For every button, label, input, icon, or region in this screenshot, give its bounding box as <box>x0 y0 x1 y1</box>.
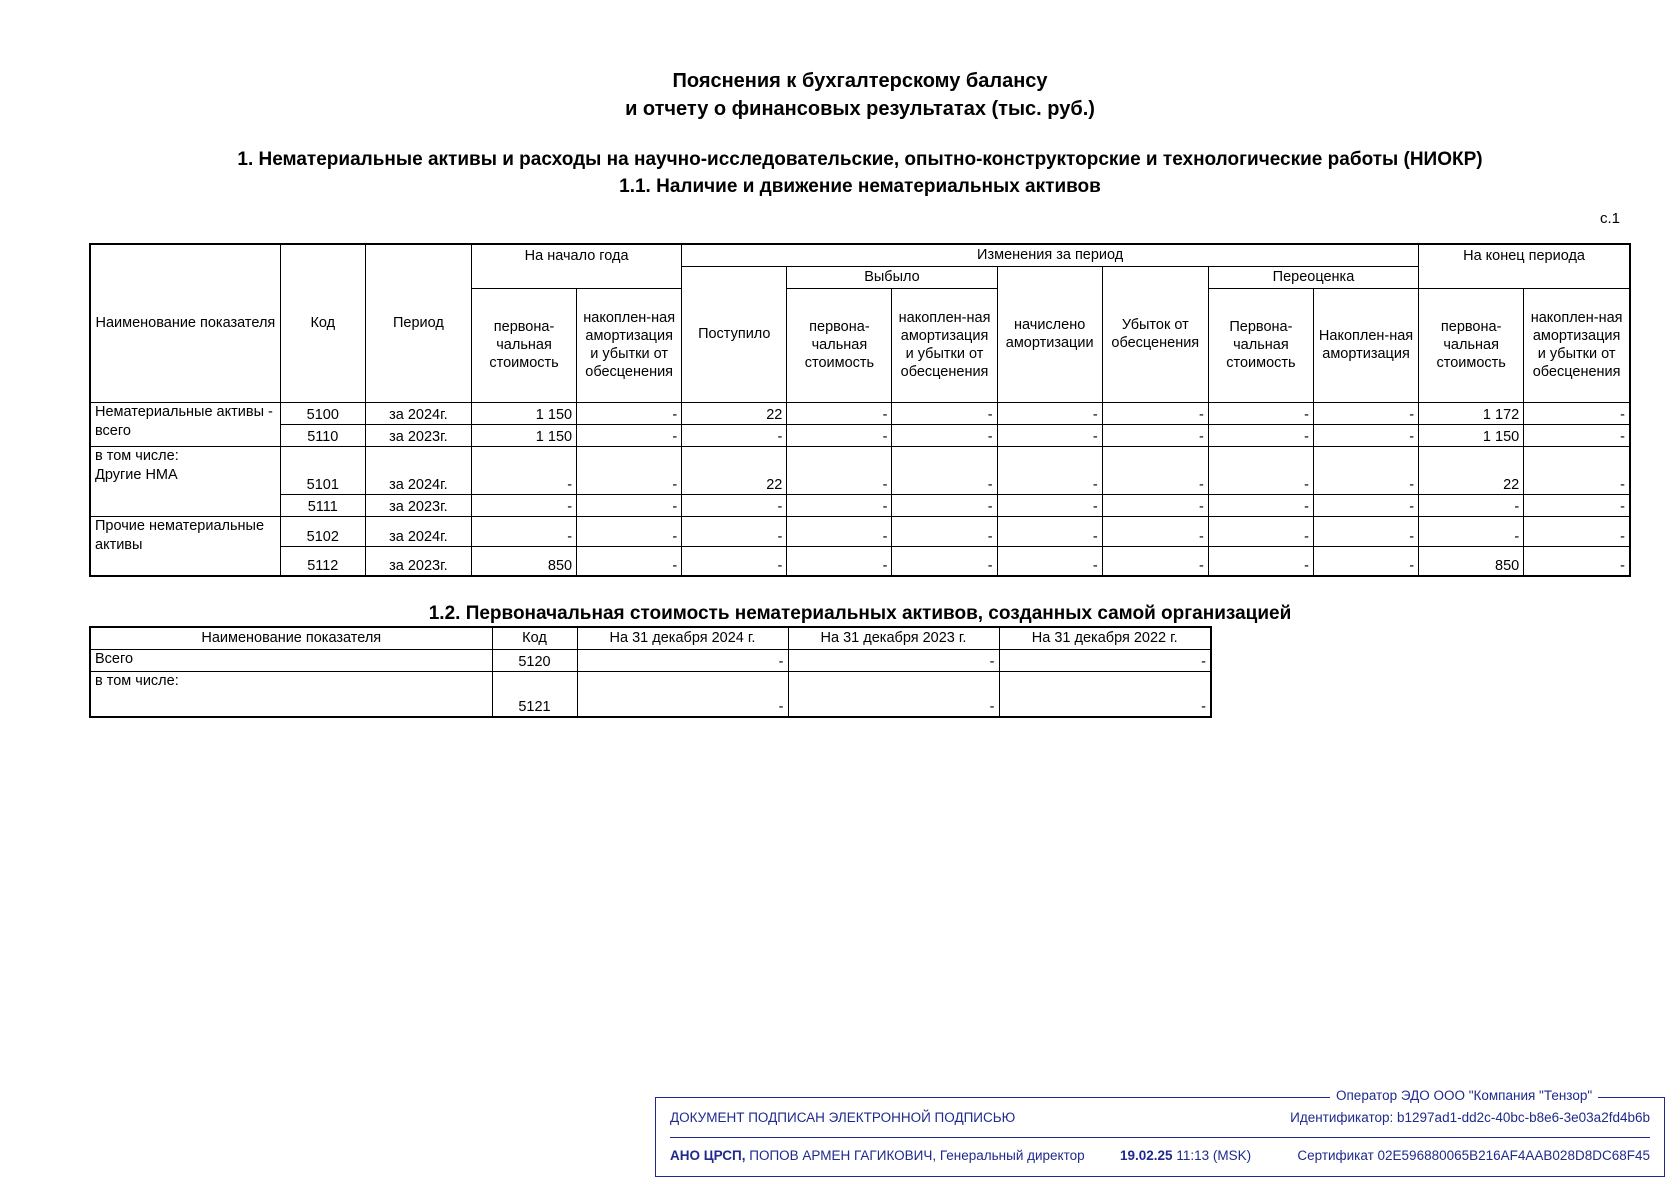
value-cell: - <box>997 424 1102 446</box>
value-cell: - <box>787 446 892 494</box>
section11-title: 1.1. Наличие и движение нематериальных активов <box>619 176 1101 197</box>
col-period-header: Период <box>365 244 471 402</box>
value-cell: - <box>1524 516 1630 546</box>
value-cell: - <box>788 649 999 671</box>
section1-title: 1. Нематериальные активы и расходы на научно-исследовательские, опытно-конструкторские и технологические работы (НИОКР) <box>237 149 1483 170</box>
value-cell: - <box>892 516 997 546</box>
value-cell: - <box>1102 516 1208 546</box>
value-cell: - <box>1208 402 1313 424</box>
value-cell: 1 150 <box>471 424 576 446</box>
value-cell: - <box>577 446 682 494</box>
t2-2023-header: На 31 декабря 2023 г. <box>788 627 999 649</box>
value-cell: - <box>1313 424 1418 446</box>
row-name: Прочие нематериальные активы <box>90 516 280 576</box>
value-cell: - <box>682 546 787 576</box>
signed-label: ДОКУМЕНТ ПОДПИСАН ЭЛЕКТРОННОЙ ПОДПИСЬЮ <box>670 1110 1016 1125</box>
row-name: Нематериальные активы - всего <box>90 402 280 446</box>
received-header: Поступило <box>682 266 787 402</box>
revaluation-amort-header: Накоплен-ная амортизация <box>1313 288 1418 402</box>
table-row <box>90 446 1630 494</box>
value-cell: - <box>999 671 1211 717</box>
value-cell: - <box>577 546 682 576</box>
value-cell: - <box>892 494 997 516</box>
t2-2024-header: На 31 декабря 2024 г. <box>577 627 788 649</box>
changes-header: Изменения за период <box>682 244 1419 266</box>
value-cell: - <box>1102 494 1208 516</box>
value-cell: - <box>999 649 1211 671</box>
value-cell: - <box>997 546 1102 576</box>
table-row <box>90 402 1630 424</box>
row-period: за 2024г. <box>365 446 471 494</box>
value-cell: - <box>997 402 1102 424</box>
row-code: 5120 <box>492 649 577 671</box>
value-cell: - <box>892 402 997 424</box>
value-cell: - <box>1208 424 1313 446</box>
start-amort-header: накоплен-ная амортизация и убытки от обесценения <box>577 288 682 402</box>
value-cell: - <box>1313 402 1418 424</box>
value-cell: - <box>1102 446 1208 494</box>
value-cell: - <box>1102 402 1208 424</box>
row-code: 5111 <box>280 494 365 516</box>
value-cell: 22 <box>1419 446 1524 494</box>
value-cell: - <box>1102 424 1208 446</box>
value-cell: - <box>787 546 892 576</box>
start-of-year-header: На начало года <box>471 244 681 288</box>
signer-name: ПОПОВ АРМЕН ГАГИКОВИЧ, Генеральный директор <box>749 1148 1085 1163</box>
value-cell: - <box>471 446 576 494</box>
impairment-header: Убыток от обесценения <box>1102 266 1208 402</box>
row-period: за 2024г. <box>365 402 471 424</box>
table-row <box>90 494 1630 516</box>
row-period: за 2023г. <box>365 546 471 576</box>
row-code: 5110 <box>280 424 365 446</box>
value-cell: 1 150 <box>471 402 576 424</box>
value-cell: - <box>997 494 1102 516</box>
value-cell: - <box>1524 402 1630 424</box>
table-row <box>90 424 1630 446</box>
value-cell: - <box>787 516 892 546</box>
retired-header: Выбыло <box>787 266 997 288</box>
row-period: за 2023г. <box>365 424 471 446</box>
sign-time: 11:13 (MSK) <box>1176 1148 1252 1163</box>
document-title-line2: и отчету о финансовых результатах (тыс. руб.) <box>625 98 1095 120</box>
row-period: за 2023г. <box>365 494 471 516</box>
value-cell: 22 <box>682 446 787 494</box>
value-cell: 850 <box>1419 546 1524 576</box>
table-row <box>90 649 1211 671</box>
value-cell: - <box>471 516 576 546</box>
sign-date: 19.02.25 <box>1120 1148 1173 1163</box>
value-cell: - <box>788 671 999 717</box>
value-cell: - <box>1313 516 1418 546</box>
value-cell: - <box>1524 424 1630 446</box>
value-cell: - <box>1524 446 1630 494</box>
value-cell: - <box>1208 446 1313 494</box>
value-cell: - <box>1313 446 1418 494</box>
row-period: за 2024г. <box>365 516 471 546</box>
intangible-assets-table <box>89 243 1631 577</box>
row-code: 5100 <box>280 402 365 424</box>
value-cell: - <box>892 424 997 446</box>
col-code-header: Код <box>280 244 365 402</box>
value-cell: - <box>997 446 1102 494</box>
value-cell: - <box>787 494 892 516</box>
row-code: 5121 <box>492 671 577 717</box>
value-cell: - <box>577 424 682 446</box>
retired-cost-header: первона-чальная стоимость <box>787 288 892 402</box>
stamp-divider <box>670 1137 1650 1138</box>
value-cell: - <box>892 446 997 494</box>
edo-operator: Оператор ЭДО ООО "Компания "Тензор" <box>1330 1088 1598 1103</box>
table-row <box>90 516 1630 546</box>
signer-info <box>670 1148 1085 1163</box>
value-cell: - <box>1313 494 1418 516</box>
value-cell: - <box>1313 546 1418 576</box>
row-name: в том числе: <box>90 671 492 717</box>
value-cell: - <box>787 424 892 446</box>
section12-title: 1.2. Первоначальная стоимость нематериальных активов, созданных самой организацией <box>428 603 1292 624</box>
signer-organization: АНО ЦРСП, <box>670 1148 746 1163</box>
revaluation-header: Переоценка <box>1208 266 1418 288</box>
value-cell: - <box>1208 494 1313 516</box>
value-cell: - <box>682 494 787 516</box>
end-cost-header: первона-чальная стоимость <box>1419 288 1524 402</box>
row-code: 5112 <box>280 546 365 576</box>
page-number: с.1 <box>1600 210 1621 227</box>
end-amort-header: накоплен-ная амортизация и убытки от обесценения <box>1524 288 1630 402</box>
value-cell: 1 172 <box>1419 402 1524 424</box>
t2-code-header: Код <box>492 627 577 649</box>
value-cell: - <box>577 649 788 671</box>
value-cell: - <box>1208 516 1313 546</box>
value-cell: 1 150 <box>1419 424 1524 446</box>
table-row <box>90 671 1211 717</box>
document-title-line1: Пояснения к бухгалтерскому балансу <box>672 70 1048 92</box>
document-identifier: Идентификатор: b1297ad1-dd2c-40bc-b8e6-3e03a2fd4b6b <box>1290 1110 1650 1125</box>
value-cell: - <box>471 494 576 516</box>
value-cell: 850 <box>471 546 576 576</box>
value-cell: - <box>577 494 682 516</box>
value-cell: - <box>997 516 1102 546</box>
value-cell: - <box>1419 494 1524 516</box>
value-cell: - <box>577 671 788 717</box>
col-name-header: Наименование показателя <box>90 244 280 402</box>
value-cell: - <box>1208 546 1313 576</box>
value-cell: - <box>892 546 997 576</box>
amortization-charged-header: начислено амортизации <box>997 266 1102 402</box>
revaluation-cost-header: Первона-чальная стоимость <box>1208 288 1313 402</box>
value-cell: - <box>787 402 892 424</box>
value-cell: - <box>1419 516 1524 546</box>
value-cell: 22 <box>682 402 787 424</box>
start-cost-header: первона-чальная стоимость <box>471 288 576 402</box>
t2-name-header: Наименование показателя <box>90 627 492 649</box>
end-of-period-header: На конец периода <box>1419 244 1630 288</box>
value-cell: - <box>1102 546 1208 576</box>
row-code: 5102 <box>280 516 365 546</box>
table-row <box>90 546 1630 576</box>
value-cell: - <box>1524 546 1630 576</box>
certificate-number: Сертификат 02E596880065B216AF4AAB028D8DC68F45 <box>1297 1148 1650 1163</box>
value-cell: - <box>682 424 787 446</box>
self-created-assets-table <box>89 626 1212 718</box>
retired-amort-header: накоплен-ная амортизация и убытки от обесценения <box>892 288 997 402</box>
row-code: 5101 <box>280 446 365 494</box>
value-cell: - <box>577 516 682 546</box>
value-cell: - <box>682 516 787 546</box>
row-name: в том числе: Другие НМА <box>90 446 280 516</box>
e-signature-stamp <box>655 1097 1665 1177</box>
value-cell: - <box>577 402 682 424</box>
row-name: Всего <box>90 649 492 671</box>
sign-datetime <box>1120 1148 1251 1163</box>
value-cell: - <box>1524 494 1630 516</box>
t2-2022-header: На 31 декабря 2022 г. <box>999 627 1211 649</box>
